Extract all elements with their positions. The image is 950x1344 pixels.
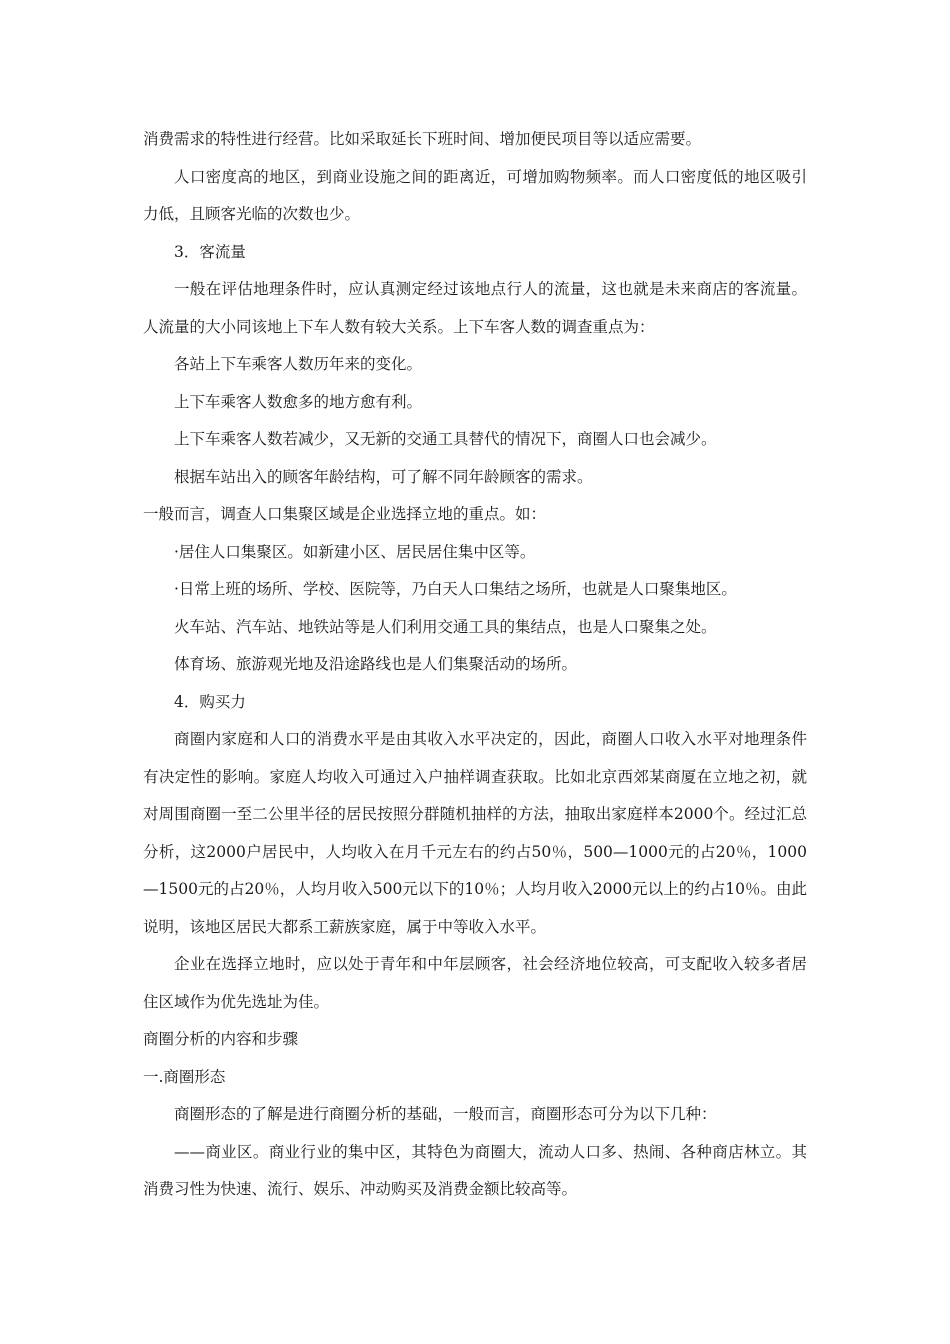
list-item: ·日常上班的场所、学校、医院等，乃白天人口集结之场所，也就是人口聚集地区。 <box>174 580 737 598</box>
list-item: ·居住人口集聚区。如新建小区、居民居住集中区等。 <box>174 542 536 561</box>
list-item: 上下车乘客人数愈多的地方愈有利。 <box>174 392 423 411</box>
section-heading: 3．客流量 <box>174 242 246 261</box>
document-body <box>143 121 807 1209</box>
paragraph: 一般在评估地理条件时，应认真测定经过该地点行人的流量，这也就是未来商店的客流量。人流量的大小同该地上下车人数有较大关系。上下车客人数的调查重点为： <box>143 280 807 336</box>
paragraph: 一般而言，调查人口集聚区域是企业选择立地的重点。如： <box>143 505 547 523</box>
section-heading: 商圈分析的内容和步骤 <box>143 1030 299 1048</box>
paragraph: 消费需求的特性进行经营。比如采取延长下班时间、增加便民项目等以适应需要。 <box>143 130 702 148</box>
list-item: 各站上下车乘客人数历年来的变化。 <box>174 355 423 373</box>
list-item: 火车站、汽车站、地铁站等是人们利用交通工具的集结点，也是人口聚集之处。 <box>174 617 717 636</box>
list-item: 体育场、旅游观光地及沿途路线也是人们集聚活动的场所。 <box>174 655 578 673</box>
paragraph: 企业在选择立地时，应以处于青年和中年层顾客，社会经济地位较高，可支配收入较多者居住区域作为优先选址为佳。 <box>143 955 807 1011</box>
section-heading: 4．购买力 <box>174 692 246 711</box>
list-item: 根据车站出入的顾客年龄结构，可了解不同年龄顾客的需求。 <box>174 467 593 486</box>
paragraph: 商圈内家庭和人口的消费水平是由其收入水平决定的，因此，商圈人口收入水平对地理条件有决定性的影响。家庭人均收入可通过入户抽样调查获取。比如北京西郊某商厦在立地之初，就对周围商圈一至二公里半径的居民按照分群随机抽样的方法，抽取出家庭样本2000个。经过汇总分析，这2000户居民中，人均收入在月千元左右的约占50％，500—1000元的占20％，1000—1500元的占20％，人均月收入500元以下的10％；人均月收入2000元以上的约占10％。由此说明，该地区居民大都系工薪族家庭，属于中等收入水平。 <box>143 730 807 936</box>
paragraph: 商圈形态的了解是进行商圈分析的基础，一般而言，商圈形态可分为以下几种： <box>174 1105 717 1123</box>
section-heading: 一.商圈形态 <box>143 1067 226 1086</box>
list-item: 上下车乘客人数若减少，又无新的交通工具替代的情况下，商圈人口也会减少。 <box>174 430 717 448</box>
paragraph: ——商业区。商业行业的集中区，其特色为商圈大，流动人口多、热闹、各种商店林立。其消费习性为快速、流行、娱乐、冲动购买及消费金额比较高等。 <box>143 1142 807 1198</box>
paragraph: 人口密度高的地区，到商业设施之间的距离近，可增加购物频率。而人口密度低的地区吸引力低，且顾客光临的次数也少。 <box>143 167 807 223</box>
